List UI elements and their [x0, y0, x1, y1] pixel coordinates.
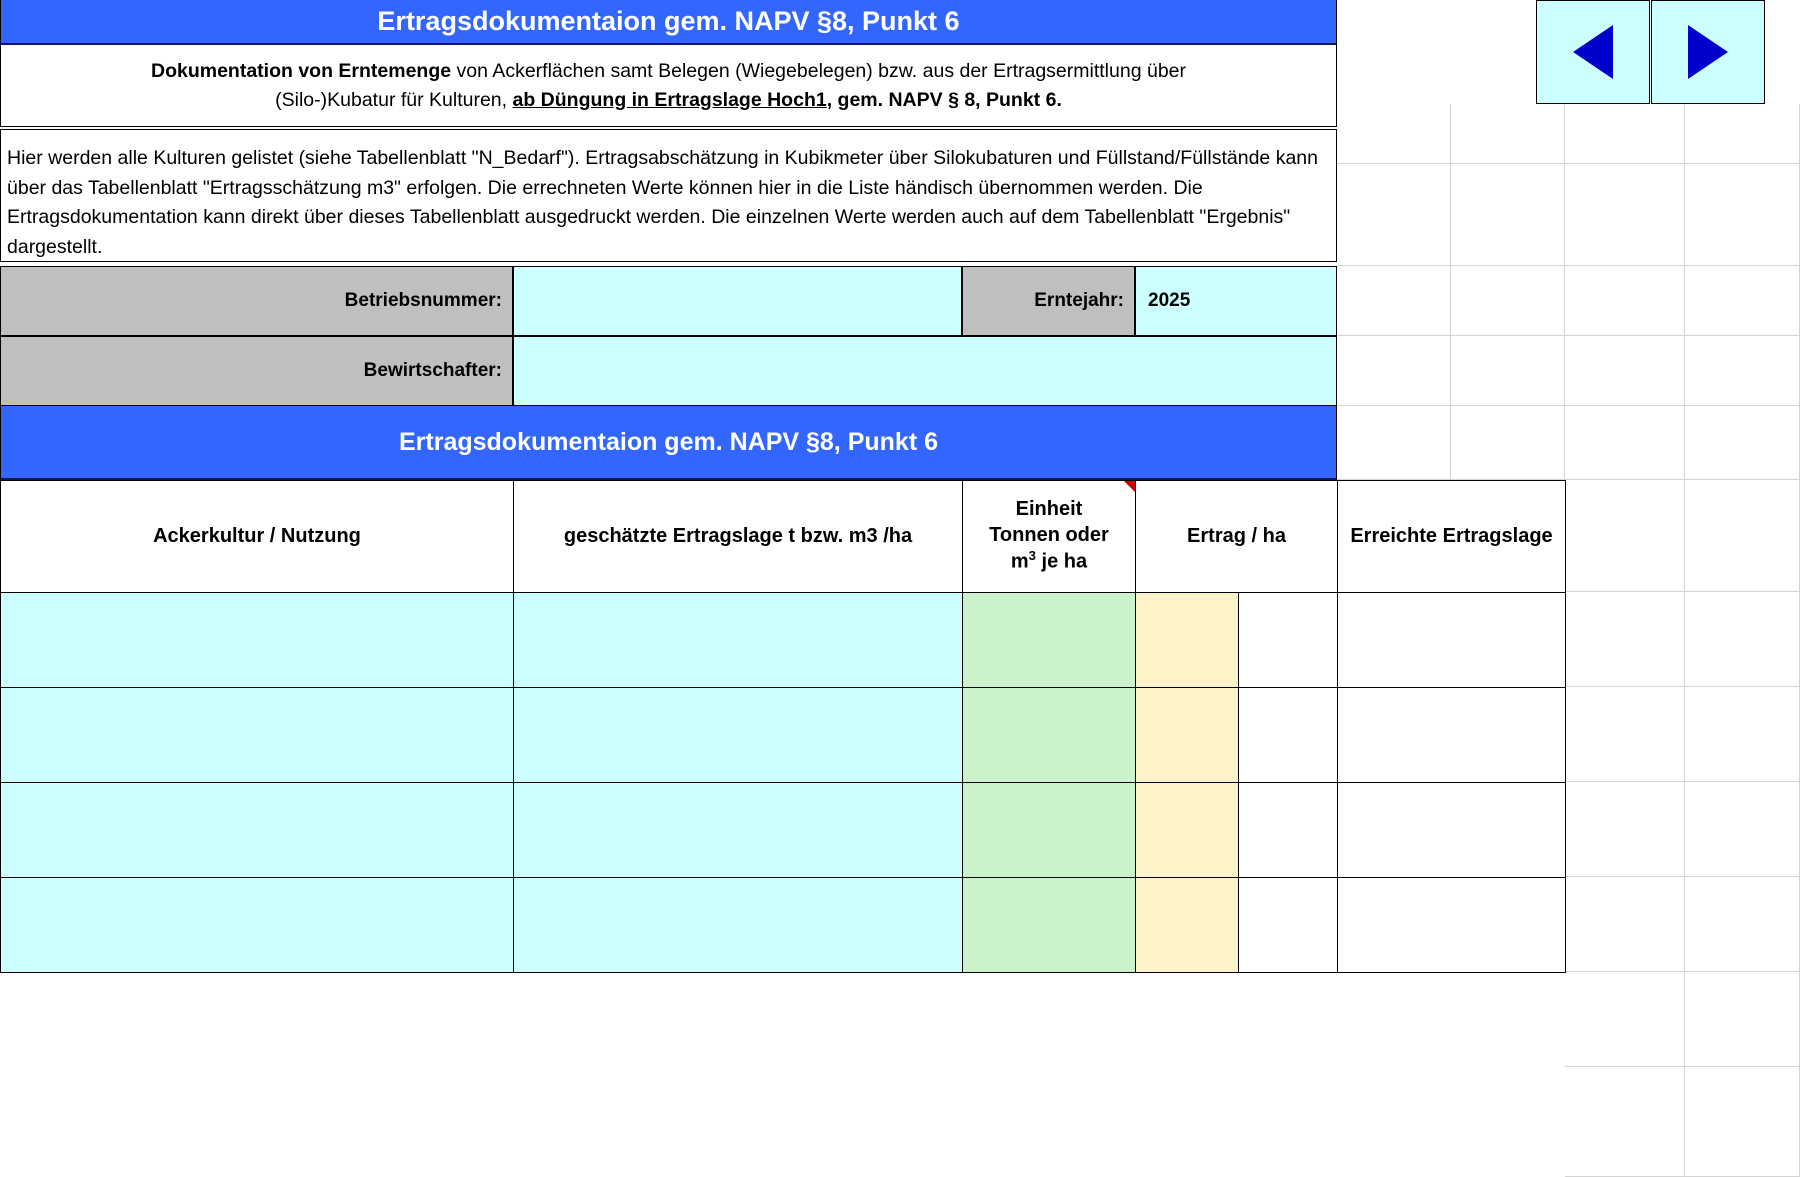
- einheit-unit-m: m: [1010, 551, 1029, 574]
- empty-grid-cell[interactable]: [1565, 1067, 1685, 1177]
- empty-grid-cell[interactable]: [1565, 336, 1685, 406]
- bewirtschafter-input[interactable]: [513, 336, 1337, 406]
- empty-grid-cell[interactable]: [1337, 266, 1451, 336]
- empty-grid-cell[interactable]: [1565, 782, 1685, 877]
- cell-ackerkultur[interactable]: [1, 783, 514, 878]
- empty-grid-cell[interactable]: [1685, 266, 1800, 336]
- cell-ertrag[interactable]: [1136, 688, 1239, 783]
- cell-einheit[interactable]: [963, 593, 1136, 688]
- empty-grid-cell[interactable]: [1565, 877, 1685, 972]
- cell-ackerkultur[interactable]: [1, 593, 514, 688]
- cell-einheit[interactable]: [963, 783, 1136, 878]
- empty-grid-cell[interactable]: [1685, 104, 1800, 164]
- empty-grid-cell[interactable]: [1451, 164, 1565, 266]
- cell-geschaetzte[interactable]: [514, 878, 963, 973]
- table-row: [1, 878, 1566, 973]
- triangle-left-icon: [1573, 25, 1613, 79]
- empty-grid-cell[interactable]: [1337, 406, 1451, 480]
- column-header-ackerkultur: Ackerkultur / Nutzung: [1, 481, 514, 593]
- empty-grid-cell[interactable]: [1685, 1067, 1800, 1177]
- empty-grid-cell[interactable]: [1565, 972, 1685, 1067]
- erntejahr-label: Erntejahr:: [962, 266, 1135, 336]
- betriebsnummer-input[interactable]: [513, 266, 962, 336]
- previous-sheet-button[interactable]: [1536, 0, 1650, 104]
- table-row: [1, 783, 1566, 878]
- einheit-unit-exponent: 3: [1028, 548, 1036, 564]
- empty-grid-cell[interactable]: [1451, 266, 1565, 336]
- empty-grid-cell[interactable]: [1685, 972, 1800, 1067]
- empty-grid-cell[interactable]: [1685, 782, 1800, 877]
- table-row: [1, 593, 1566, 688]
- cell-geschaetzte[interactable]: [514, 688, 963, 783]
- empty-grid-cell[interactable]: [1565, 480, 1685, 592]
- empty-grid-cell[interactable]: [1565, 406, 1685, 480]
- empty-grid-cell[interactable]: [1451, 336, 1565, 406]
- cell-ackerkultur[interactable]: [1, 878, 514, 973]
- column-header-einheit: [963, 481, 1136, 593]
- einheit-line-1: Einheit: [1015, 498, 1083, 521]
- empty-grid-cell[interactable]: [1685, 406, 1800, 480]
- cell-ertrag-extra[interactable]: [1239, 783, 1338, 878]
- empty-grid-cell[interactable]: [1685, 877, 1800, 972]
- empty-grid-cell[interactable]: [1685, 687, 1800, 782]
- subtitle-line-2-pre: (Silo-)Kubatur für Kulturen,: [275, 88, 513, 111]
- cell-ertrag-extra[interactable]: [1239, 688, 1338, 783]
- subtitle-bold-lead: Dokumentation von Erntemenge: [150, 60, 452, 83]
- table-header-row: [1, 481, 1566, 593]
- table-row: [1, 688, 1566, 783]
- cell-erreichte[interactable]: [1338, 593, 1566, 688]
- empty-grid-cell[interactable]: [1337, 104, 1451, 164]
- empty-grid-cell[interactable]: [1565, 592, 1685, 687]
- einheit-unit-suffix: je ha: [1036, 551, 1088, 574]
- empty-grid-cell[interactable]: [1685, 164, 1800, 266]
- empty-grid-cell[interactable]: [1565, 266, 1685, 336]
- column-header-erreichte-ertragslage: Erreichte Ertragslage: [1338, 481, 1566, 593]
- subtitle-line-2: [275, 86, 1062, 114]
- empty-grid-cell[interactable]: [1565, 104, 1685, 164]
- subtitle-underlined: ab Düngung in Ertragslage Hoch1: [512, 88, 827, 111]
- cell-ackerkultur[interactable]: [1, 688, 514, 783]
- page-title: Ertragsdokumentaion gem. NAPV §8, Punkt 6: [0, 0, 1337, 45]
- cell-einheit[interactable]: [963, 688, 1136, 783]
- empty-grid-cell[interactable]: [1685, 592, 1800, 687]
- subtitle-line-2-post: , gem. NAPV § 8, Punkt 6.: [826, 88, 1062, 111]
- cell-ertrag[interactable]: [1136, 783, 1239, 878]
- column-header-ertrag-ha: Ertrag / ha: [1136, 481, 1338, 593]
- description-text: Hier werden alle Kulturen gelistet (siehe Tabellenblatt "N_Bedarf"). Ertragsabschätzung in Kubikmeter über Silokubaturen und Füllstand/Füllstände kann über das Tabellenblatt "Ertragsschätzung m3" erfolgen. Die errechneten Werte können hier in die Liste händisch übernommen werden. Die Ertragsdokumentation kann direkt über dieses Tabellenblatt ausgedruckt werden. Die einzelnen Werte werden auch auf dem Tabellenblatt "Ergebnis" dargestellt.: [0, 129, 1337, 262]
- cell-ertrag[interactable]: [1136, 878, 1239, 973]
- yield-documentation-table: [0, 480, 1566, 973]
- cell-einheit[interactable]: [963, 878, 1136, 973]
- erntejahr-input[interactable]: 2025: [1135, 266, 1337, 336]
- cell-geschaetzte[interactable]: [514, 783, 963, 878]
- cell-ertrag[interactable]: [1136, 593, 1239, 688]
- triangle-right-icon: [1688, 25, 1728, 79]
- table-section-title: Ertragsdokumentaion gem. NAPV §8, Punkt 6: [0, 405, 1337, 480]
- subtitle-block: [0, 45, 1337, 127]
- einheit-line-2: Tonnen oder: [989, 523, 1109, 546]
- empty-grid-cell[interactable]: [1451, 104, 1565, 164]
- empty-grid-cell[interactable]: [1685, 480, 1800, 592]
- empty-grid-cell[interactable]: [1565, 164, 1685, 266]
- bewirtschafter-label: Bewirtschafter:: [0, 336, 513, 406]
- empty-grid-cell[interactable]: [1337, 336, 1451, 406]
- cell-ertrag-extra[interactable]: [1239, 878, 1338, 973]
- cell-erreichte[interactable]: [1338, 783, 1566, 878]
- cell-erreichte[interactable]: [1338, 878, 1566, 973]
- empty-grid-cell[interactable]: [1451, 406, 1565, 480]
- empty-grid-cell[interactable]: [1685, 336, 1800, 406]
- empty-grid-cell[interactable]: [1337, 164, 1451, 266]
- betriebsnummer-label: Betriebsnummer:: [0, 266, 513, 336]
- column-header-geschaetzte-ertragslage: geschätzte Ertragslage t bzw. m3 /ha: [514, 481, 963, 593]
- next-sheet-button[interactable]: [1651, 0, 1765, 104]
- subtitle-line-1: [151, 57, 1186, 85]
- einheit-line-3: [963, 548, 1135, 575]
- cell-geschaetzte[interactable]: [514, 593, 963, 688]
- cell-erreichte[interactable]: [1338, 688, 1566, 783]
- comment-indicator-icon: [1124, 481, 1135, 492]
- cell-ertrag-extra[interactable]: [1239, 593, 1338, 688]
- subtitle-line-1-rest: von Ackerflächen samt Belegen (Wiegebelegen) bzw. aus der Ertragsermittlung über: [451, 60, 1186, 83]
- empty-grid-cell[interactable]: [1565, 687, 1685, 782]
